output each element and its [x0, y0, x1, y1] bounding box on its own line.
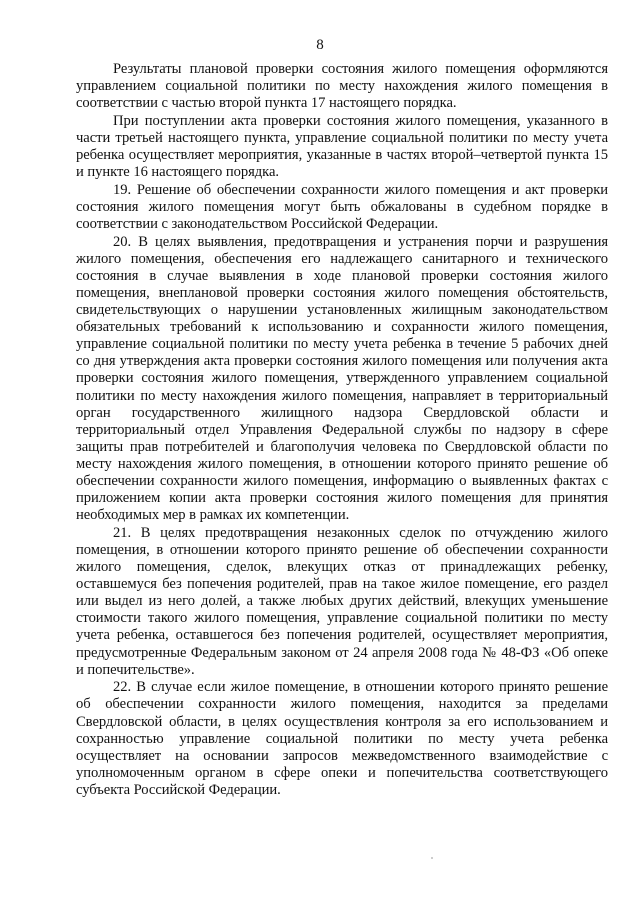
paragraph-20: 20. В целях выявления, предотвращения и устранения порчи и разрушения жилого помещения, обеспечения его надлежащего санитарного и технического состояния в случае выявления в ходе плановой проверки состояния жилого помещения, внеплановой проверки состояния жилого помещения обстоятельств, свидетельствующих о нарушении установленных жилищным законодательством обязательных требований к использованию и сохранности жилого помещения, управление социальной политики по месту учета ребенка в течение 5 рабочих дней со дня утверждения акта проверки состояния жилого помещения или получения акта проверки состояния жилого помещения, утвержденного управлением социальной политики по месту нахождения жилого помещения, направляет в территориальный орган государственного жилищного надзора Свердловской области и территориальный отдел Управления Федеральной службы по надзору в сфере защиты прав потребителей и благополучия человека по Свердловской области по месту нахождения жилого помещения, в отношении которого принято решение об обеспечении сохранности жилого помещения, информацию о выявленных фактах с приложением копии акта проверки состояния жилого помещения для принятия необходимых мер в рамках их компетенции.: [76, 233, 608, 524]
page-number: 8: [316, 37, 324, 53]
paragraph-22: 22. В случае если жилое помещение, в отношении которого принято решение об обеспечении сохранности жилого помещения, находится за пределами Свердловской области, в целях осуществления контроля за его использованием и сохранностью управление социальной политики по месту учета ребенка осуществляет на основании запросов межведомственного взаимодействие с уполномоченным органом в сфере опеки и попечительства соответствующего субъекта Российской Федерации.: [76, 679, 608, 798]
paragraph-18-part-4: При поступлении акта проверки состояния жилого помещения, указанного в части третьей настоящего пункта, управление социальной политики по месту учета ребенка осуществляет мероприятия, указанные в частях второй–четвертой пункта 15 и пункте 16 настоящего порядка.: [76, 112, 608, 181]
paragraph-18-part-3: Результаты плановой проверки состояния жилого помещения оформляются управлением социальной политики по месту нахождения жилого помещения в соответствии с частью второй пункта 17 настоящего порядка.: [76, 61, 608, 112]
document-body: [76, 61, 608, 799]
paragraph-21: 21. В целях предотвращения незаконных сделок по отчуждению жилого помещения, в отношении которого принято решение об обеспечении сохранности жилого помещения, сделок, влекущих отказ от принадлежащих ребенку, оставшемуся без попечения родителей, прав на такое жилое помещение, его раздел или выдел из него долей, а также любых других действий, влекущих уменьшение стоимости такого жилого помещения, управление социальной политики по месту учета ребенка, оставшегося без попечения родителей, осуществляет мероприятия, предусмотренные Федеральным законом от 24 апреля 2008 года № 48-ФЗ «Об опеке и попечительстве».: [76, 524, 608, 678]
paragraph-19: 19. Решение об обеспечении сохранности жилого помещения и акт проверки состояния жилого помещения могут быть обжалованы в судебном порядке в соответствии с законодательством Российской Федерации.: [76, 181, 608, 233]
scan-speck: [431, 857, 433, 859]
